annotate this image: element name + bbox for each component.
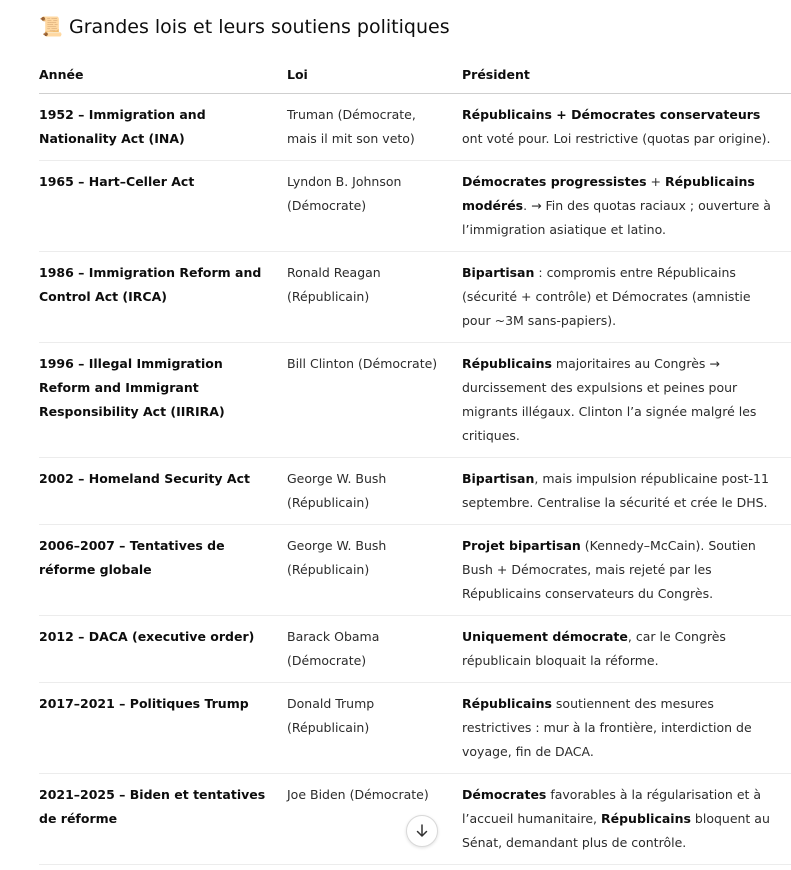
section-heading <box>39 13 450 41</box>
support-text: (Kennedy–McCain). Soutien Bush + Démocrates, mais rejeté par les Républicains conservateurs du Congrès. <box>462 538 756 601</box>
president-cell: George W. Bush (Républicain) <box>287 458 462 525</box>
support-cell <box>462 161 791 252</box>
support-text: + <box>646 174 665 189</box>
law-year-cell: 2017–2021 – Politiques Trump <box>39 683 287 774</box>
table-row <box>39 343 791 458</box>
law-year-cell: 1965 – Hart–Celler Act <box>39 161 287 252</box>
law-year-cell: 1986 – Immigration Reform and Control Act (IRCA) <box>39 252 287 343</box>
support-text: . → Fin des quotas raciaux ; ouverture à l’immigration asiatique et latino. <box>462 198 771 237</box>
table-row <box>39 161 791 252</box>
table-row <box>39 252 791 343</box>
support-cell <box>462 525 791 616</box>
column-header-law: Loi <box>287 58 462 94</box>
arrow-down-icon <box>414 823 430 839</box>
support-text: , car le Congrès républicain bloquait la réforme. <box>462 629 726 668</box>
president-cell: Barack Obama (Démocrate) <box>287 616 462 683</box>
header-row <box>39 58 791 94</box>
president-cell: Lyndon B. Johnson (Démocrate) <box>287 161 462 252</box>
support-emphasis: Républicains modérés <box>462 174 755 213</box>
support-cell <box>462 94 791 161</box>
support-cell <box>462 343 791 458</box>
table-row <box>39 94 791 161</box>
support-cell <box>462 774 791 865</box>
table-row <box>39 616 791 683</box>
support-emphasis: Bipartisan <box>462 471 535 486</box>
scroll-icon: 📜 <box>39 15 63 38</box>
support-text: soutiennent des mesures restrictives : mur à la frontière, interdiction de voyage, fin de DACA. <box>462 696 752 759</box>
table-header <box>39 58 791 94</box>
president-cell: Donald Trump (Républicain) <box>287 683 462 774</box>
support-cell <box>462 252 791 343</box>
law-year-cell: 1996 – Illegal Immigration Reform and Immigrant Responsibility Act (IIRIRA) <box>39 343 287 458</box>
table-row <box>39 525 791 616</box>
support-emphasis: Républicains <box>462 356 552 371</box>
law-year-cell: 2021–2025 – Biden et tentatives de réforme <box>39 774 287 865</box>
president-cell: Truman (Démocrate, mais il mit son veto) <box>287 94 462 161</box>
law-year-cell: 1952 – Immigration and Nationality Act (INA) <box>39 94 287 161</box>
column-header-year: Année <box>39 58 287 94</box>
support-emphasis: Projet bipartisan <box>462 538 581 553</box>
support-cell <box>462 458 791 525</box>
support-emphasis: Uniquement démocrate <box>462 629 628 644</box>
table-row <box>39 683 791 774</box>
support-text: bloquent au Sénat, demandant plus de contrôle. <box>462 811 770 850</box>
law-year-cell: 2002 – Homeland Security Act <box>39 458 287 525</box>
president-cell: George W. Bush (Républicain) <box>287 525 462 616</box>
table-body <box>39 94 791 865</box>
support-emphasis: Républicains <box>462 696 552 711</box>
support-text: majoritaires au Congrès → durcissement des expulsions et peines pour migrants illégaux. Clinton l’a signée malgré les critiques. <box>462 356 757 443</box>
support-emphasis: Démocrates progressistes <box>462 174 647 189</box>
support-emphasis: Républicains <box>601 811 691 826</box>
law-year-cell: 2012 – DACA (executive order) <box>39 616 287 683</box>
support-text: ont voté pour. Loi restrictive (quotas par origine). <box>462 131 771 146</box>
scroll-down-button[interactable] <box>406 815 438 847</box>
section-title: Grandes lois et leurs soutiens politiques <box>69 16 450 38</box>
column-header-president: Président <box>462 58 791 94</box>
law-year-cell: 2006–2007 – Tentatives de réforme globale <box>39 525 287 616</box>
support-emphasis: Démocrates <box>462 787 547 802</box>
president-cell: Joe Biden (Démocrate) <box>287 774 462 865</box>
table-row <box>39 458 791 525</box>
laws-table <box>39 58 791 865</box>
support-cell <box>462 616 791 683</box>
president-cell: Bill Clinton (Démocrate) <box>287 343 462 458</box>
support-emphasis: Républicains + Démocrates conservateurs <box>462 107 761 122</box>
support-text: : compromis entre Républicains (sécurité + contrôle) et Démocrates (amnistie pour ~3M sans-papiers). <box>462 265 751 328</box>
support-emphasis: Bipartisan <box>462 265 535 280</box>
support-text: , mais impulsion républicaine post-11 septembre. Centralise la sécurité et crée le DHS. <box>462 471 769 510</box>
president-cell: Ronald Reagan (Républicain) <box>287 252 462 343</box>
support-text: favorables à la régularisation et à l’accueil humanitaire, <box>462 787 762 826</box>
support-cell <box>462 683 791 774</box>
